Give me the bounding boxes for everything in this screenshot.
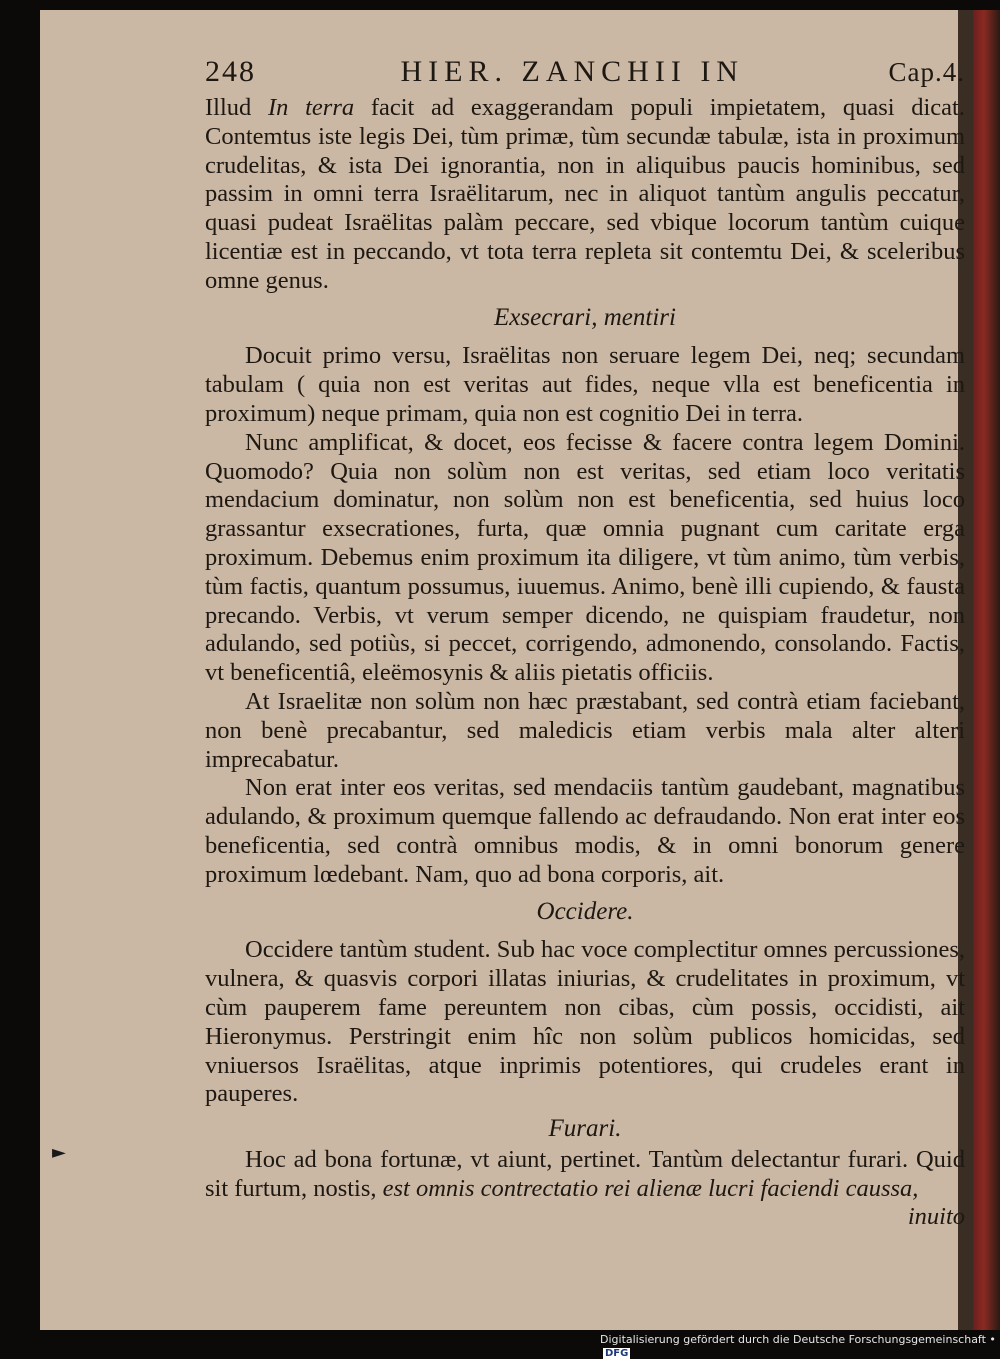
catchword: inuito [907, 1203, 965, 1231]
paragraph-7 [205, 1146, 965, 1204]
paragraph-3: Nunc amplificat, & docet, eos fecisse & facere contra legem Domini. Quomodo? Quia non solùm non est veritas, sed etiam loco veritatis mendacium dominatur, non solùm non est beneficentia, sed huius loco grassantur exsecrationes, furta, quæ omnia pugnant cum caritate erga proximum. Debemus enim proximum ita diligere, vt tùm animo, tùm verbis, tùm factis, quantum possumus, iuuemus. Animo, benè illi cupiendo, & fausta precando. Verbis, vt verum semper dicendo, ne quispiam fraudetur, non adulando, sed potiùs, si peccet, corrigendo, admonendo, consolando. Factis, vt beneficentiâ, eleëmosynis & aliis pietatis officiis. [205, 428, 965, 687]
footer-credit [600, 1333, 1000, 1359]
paragraph-4: At Israelitæ non solùm non hæc præstabant, sed contrà etiam faciebant, non benè precabantur, sed maledicis etiam verbis mala alter alteri imprecabatur. [205, 687, 965, 773]
paragraph-1 [205, 94, 965, 296]
paragraph-2: Docuit primo versu, Israëlitas non seruare legem Dei, neq; secundam tabulam ( quia non est veritas aut fides, neque vlla est beneficentia in proximum) neque primam, quia non est cognitio Dei in terra. [205, 342, 965, 427]
p1-italic: In terra [267, 94, 355, 121]
section-heading-exsecrari: Exsecrari, mentiri [494, 303, 676, 331]
page-text [205, 55, 965, 1232]
page-edge-strip [973, 10, 1000, 1330]
section-heading-furari: Furari. [548, 1115, 622, 1143]
dfg-logo: DFG [605, 1348, 629, 1359]
running-title: HIER. ZANCHII IN [400, 55, 744, 88]
footer-text: Digitalisierung gefördert durch die Deutsche Forschungsgemeinschaft [600, 1333, 986, 1346]
section-heading-occidere: Occidere. [536, 897, 634, 925]
paragraph-6: Occidere tantùm student. Sub hac voce complectitur omnes percussiones, vulnera, & quasvis corpori illatas iniurias, & crudelitates in proximum, vt cùm pauperem fame pereuntem non cibas, cùm possis, occidisti, ait Hieronymus. Perstringit enim hîc non solùm publicos homicidas, sed vniuersos Israëlitas, atque inprimis potentiores, qui crudeles erant in pauperes. [205, 936, 965, 1108]
chapter-label: Cap.4. [888, 57, 965, 87]
p1-start: Illud [205, 94, 268, 121]
p7-italic: est omnis contrectatio rei alienæ lucri faciendi caussa, [382, 1174, 919, 1202]
page-number: 248 [205, 55, 256, 88]
p7-start: Hoc ad bona fortunæ, vt aiunt, pertinet. Tantùm delectantur furari. Quid sit furtum, nostis, [205, 1145, 965, 1202]
footer-separator: • [985, 1333, 996, 1346]
running-header [205, 55, 965, 92]
margin-pointer-icon: ► [52, 1142, 66, 1163]
p1-rest: facit ad exaggerandam populi impietatem, quasi dicat. Contemtus iste legis Dei, tùm primæ, tùm secundæ tabulæ, ista in proximum crudelitas, & ista Dei ignorantia, non in aliquibus paucis hominibus, sed passim in omni terra Israëlitarum, nec in aliquot tantùm angulis peccatur, quasi pudeat Israëlitas palàm peccare, sed vbique locorum tantùm cuique licentiæ est in peccando, vt tota terra repleta sit contemtu Dei, & sceleribus omne genus. [205, 94, 965, 294]
paragraph-5: Non erat inter eos veritas, sed mendaciis tantùm gaudebant, magnatibus adulando, & proximum quemque fallendo ac defraudando. Non erat inter eos beneficentia, sed contrà omnibus modis, & in omni bonorum genere proximum lœdebant. Nam, quo ad bona corporis, ait. [205, 774, 965, 888]
